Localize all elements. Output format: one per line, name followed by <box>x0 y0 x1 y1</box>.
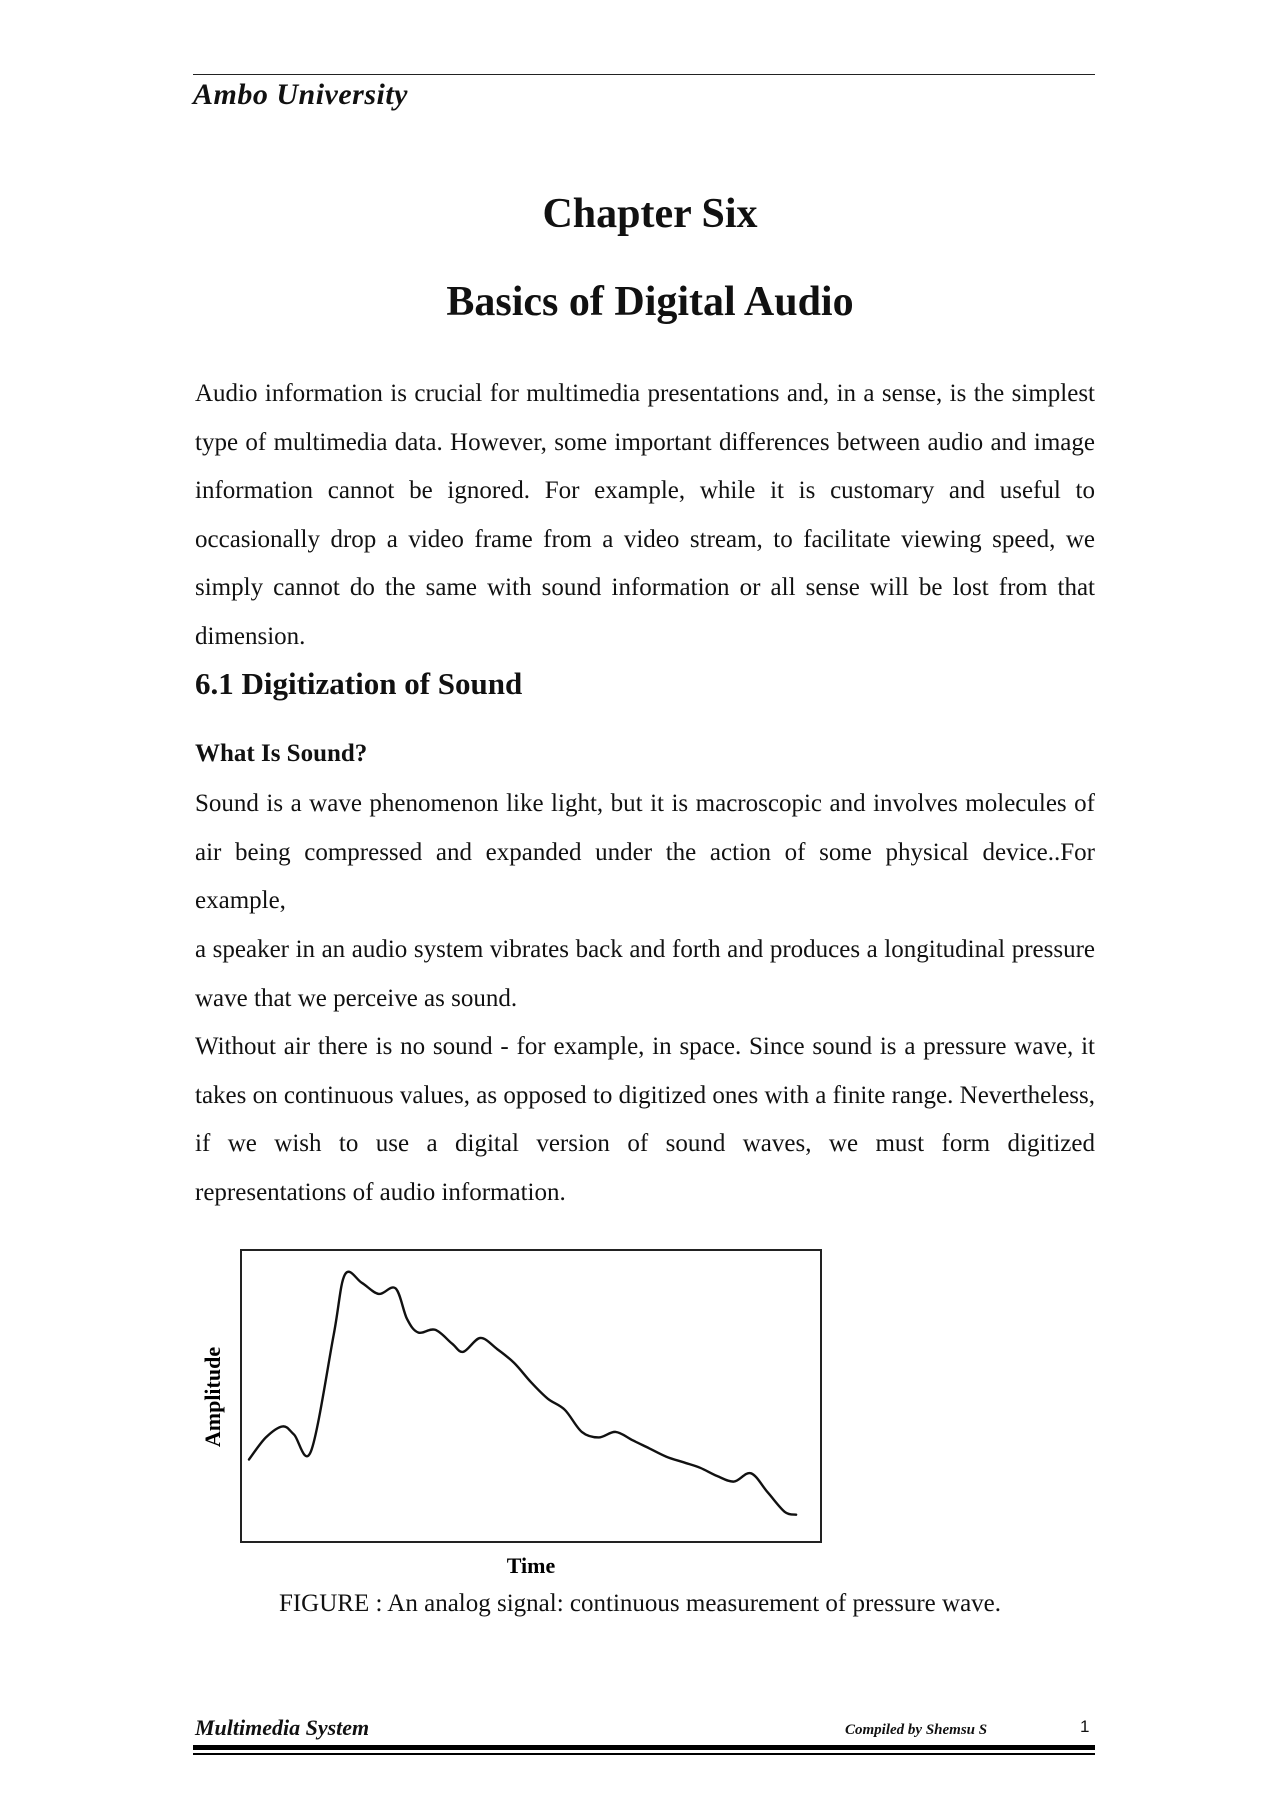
intro-paragraph: Audio information is crucial for multimedia presentations and, in a sense, is the simplest type of multimedia data. However, some important differences between audio and image information cannot be ignored. For example, while it is customary and useful to occasionally drop a video frame from a video stream, to facilitate viewing speed, we simply cannot do the same with sound information or all sense will be lost from that dimension. <box>195 380 1095 650</box>
body-paragraph-3: Without air there is no sound - for example, in space. Since sound is a pressure wave, it takes on continuous values, as opposed to digitized ones with a finite range. Nevertheless, if we wish to use a digital version of sound waves, we must form digitized representations of audio information. <box>195 1033 1095 1206</box>
chapter-title: Chapter Six <box>542 191 758 237</box>
body-paragraph-2: a speaker in an audio system vibrates back and forth and produces a longitudinal pressure wave that we perceive as sound. <box>195 936 1095 1012</box>
figure-caption: FIGURE : An analog signal: continuous measurement of pressure wave. <box>278 1590 1002 1617</box>
analog-signal-chart <box>195 1235 835 1580</box>
body-paragraph-1: Sound is a wave phenomenon like light, but it is macroscopic and involves molecules of air being compressed and expanded under the action of some physical device..For example, <box>195 790 1095 914</box>
chart-frame <box>241 1250 821 1542</box>
y-axis-label: Amplitude <box>200 1346 225 1448</box>
chapter-subtitle: Basics of Digital Audio <box>446 279 854 325</box>
signal-line <box>249 1272 796 1515</box>
footer-compiled-by: Compiled by Shemsu S <box>845 1722 988 1738</box>
x-axis-label: Time <box>506 1553 556 1578</box>
page-number: 1 <box>1080 1717 1090 1736</box>
header-rule <box>193 74 1095 75</box>
footer-course: Multimedia System <box>195 1715 370 1740</box>
footer-rule-thick <box>193 1745 1095 1750</box>
header-institution: Ambo University <box>193 78 408 111</box>
section-heading: 6.1 Digitization of Sound <box>195 666 523 701</box>
footer-rule-thin <box>193 1753 1095 1755</box>
sub-heading: What Is Sound? <box>195 740 368 767</box>
